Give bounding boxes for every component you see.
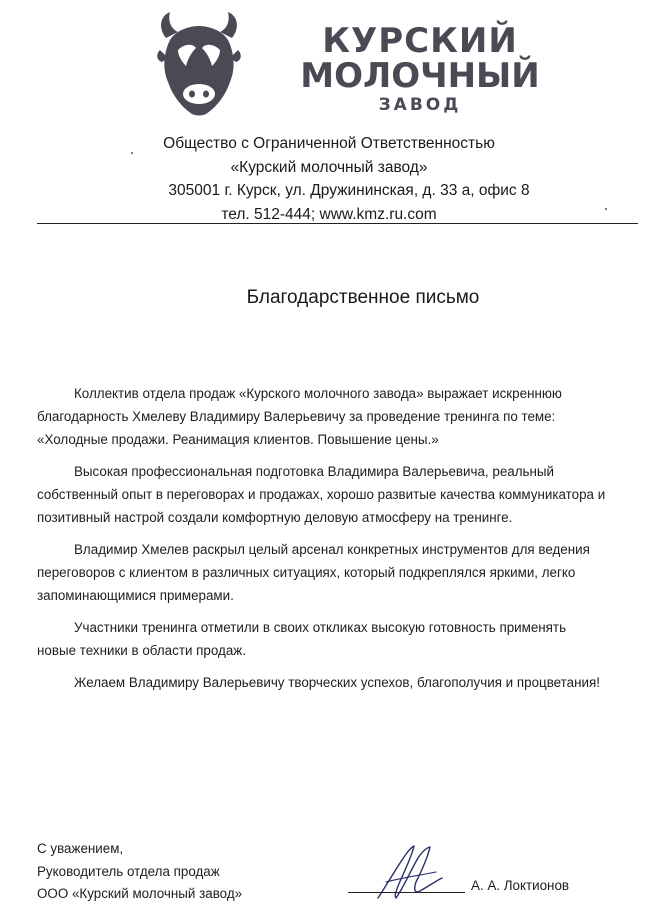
paragraph-line: запоминающимися примерами.	[37, 588, 234, 603]
company-details	[0, 132, 658, 226]
paragraph-line: переговоров с клиентом в различных ситуациях, который подкреплялся яркими, легко	[37, 565, 576, 580]
company-legal-form: Общество с Ограниченной Ответственностью	[163, 135, 495, 152]
paragraph-line: Участники тренинга отметили в своих откликах высокую готовность применять	[74, 620, 567, 635]
paragraph-line: «Холодные продажи. Реанимация клиентов. Повышение цены.»	[37, 432, 439, 447]
signature-line	[348, 892, 465, 893]
paragraph-line: Владимир Хмелев раскрыл целый арсенал конкретных инструментов для ведения	[74, 542, 590, 557]
paragraph	[37, 460, 637, 529]
closing-greeting: С уважением,	[37, 841, 124, 856]
paragraph-line: Коллектив отдела продаж «Курского молочного завода» выражает искреннюю	[74, 386, 562, 401]
company-contacts: тел. 512-444; www.kmz.ru.com	[221, 205, 437, 223]
paragraph-line: Желаем Владимиру Валерьевичу творческих успехов, благополучия и процветания!	[74, 675, 600, 690]
brand-logo-text	[300, 21, 540, 116]
header-divider	[37, 223, 638, 224]
page-title: Благодарственное письмо	[246, 287, 480, 308]
closing-block	[37, 838, 242, 906]
paragraph-line: новые техники в области продаж.	[37, 643, 246, 658]
paragraph	[37, 382, 637, 451]
paragraph	[37, 538, 637, 607]
signer-position: Руководитель отдела продаж	[37, 863, 220, 879]
cow-logo-icon	[156, 10, 242, 118]
company-address: 305001 г. Курск, ул. Дружининская, д. 33 а, офис 8	[168, 182, 530, 199]
paragraph-line: позитивный настрой создали комфортную деловую атмосферу на тренинге.	[37, 510, 513, 525]
paragraph	[37, 616, 637, 662]
paragraph	[37, 671, 637, 694]
signer-name: А. А. Локтионов	[471, 878, 570, 893]
paragraph-line: Высокая профессиональная подготовка Владимира Валерьевича, реальный	[74, 464, 555, 479]
letter-body	[37, 382, 637, 703]
paragraph-line: благодарность Хмелеву Владимиру Валерьевичу за проведение тренинга по теме:	[37, 409, 556, 424]
logo-line: МОЛОЧНЫЙ	[300, 56, 540, 96]
logo-line: КУРСКИЙ	[322, 21, 518, 61]
scan-speck	[605, 208, 607, 210]
handwritten-signature	[372, 842, 452, 904]
scan-speck	[131, 152, 133, 154]
logo-line: ЗАВОД	[378, 95, 462, 115]
signer-company: ООО «Курский молочный завод»	[37, 886, 243, 901]
paragraph-line: собственный опыт в переговорах и продажах, хорошо развитые качества коммуникатора и	[37, 487, 606, 502]
company-name: «Курский молочный завод»	[230, 158, 428, 176]
